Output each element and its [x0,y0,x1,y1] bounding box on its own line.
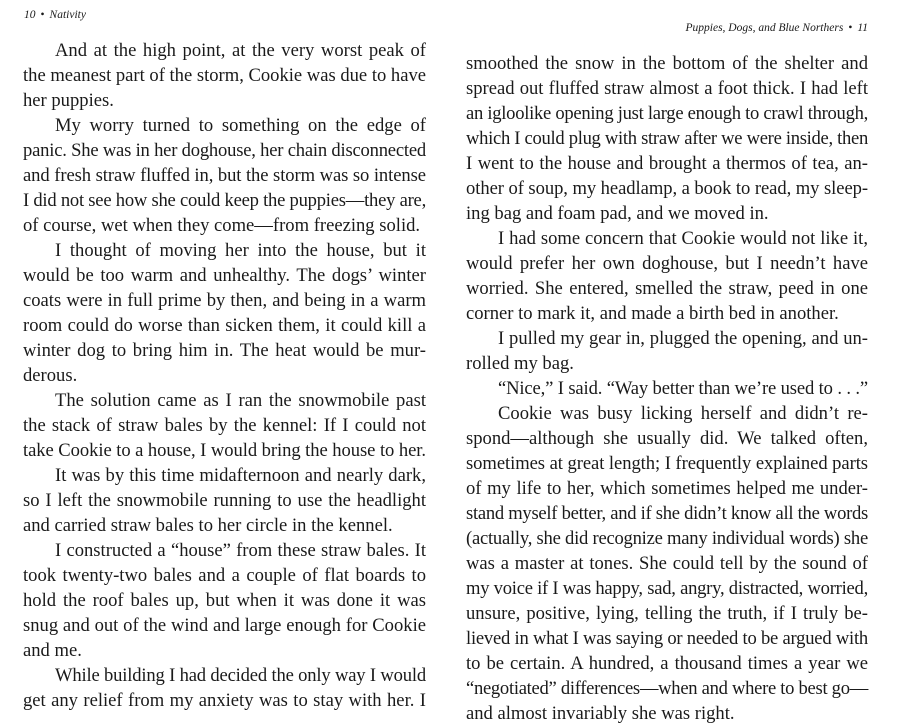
text-line: and carried straw bales to her circle in the kennel. [23,515,393,536]
bullet-separator: • [848,22,853,34]
text-line: an igloolike opening just large enough to crawl through, [466,103,868,124]
text-line: My worry turned to something on the edge of [55,115,426,136]
text-line: her puppies. [23,90,114,111]
left-body-text [23,38,426,713]
right-chapter-title: Puppies, Dogs, and Blue Northers [685,22,844,34]
text-line: It was by this time midafternoon and nearly dark, [55,465,426,486]
text-line: snug and out of the wind and large enough for Cookie [23,615,426,636]
text-line: sometimes at great length; I frequently explained parts [466,453,868,474]
text-line: was a master at tones. She could tell by the sound of [466,553,868,574]
text-line: the meanest part of the storm, Cookie was due to have [23,65,426,86]
text-line: so I left the snowmobile running to use the headlight [23,490,426,511]
text-line: I did not see how she could keep the puppies—they are, [23,190,426,211]
text-line: would prefer her own doghouse, but I needn’t have [466,253,868,274]
text-line: my voice if I was happy, sad, angry, distracted, worried, [466,578,868,599]
left-running-head [24,8,86,22]
text-line: I went to the house and brought a thermos of tea, an- [466,153,868,174]
text-line: the stack of straw bales by the kennel: If I could not [23,415,426,436]
text-line: take Cookie to a house, I would bring the house to her. [23,440,426,461]
text-line: (actually, she did recognize many individual words) she [466,528,868,549]
text-line: which I could plug with straw after we were inside, then [466,128,868,149]
text-line: Cookie was busy licking herself and didn’t re- [498,403,868,424]
text-line: panic. She was in her doghouse, her chain disconnected [23,140,426,161]
text-line: and almost invariably she was right. [466,703,735,724]
right-body-text [466,51,868,726]
text-line: ing bag and foam pad, and we moved in. [466,203,769,224]
text-line: While building I had decided the only way I would [55,665,426,686]
text-line: corner to mark it, and made a birth bed in another. [466,303,839,324]
left-chapter-title: Nativity [49,9,86,21]
text-line: I constructed a “house” from these straw bales. It [55,540,426,561]
text-line: took twenty-two bales and a couple of flat boards to [23,565,426,586]
left-page [23,0,426,728]
text-line: other of soup, my headlamp, a book to read, my sleep- [466,178,868,199]
text-line: stand myself better, and if she didn’t know all the words [466,503,868,524]
text-line: of my life to her, which sometimes helped me under- [466,478,868,499]
text-line: room could do worse than sicken them, it could kill a [23,315,426,336]
text-line: get any relief from my anxiety was to stay with her. I [23,690,426,711]
text-line: The solution came as I ran the snowmobile past [55,390,426,411]
text-line: rolled my bag. [466,353,574,374]
text-line: and me. [23,640,82,661]
text-line: spond—although she usually did. We talked often, [466,428,868,449]
right-page [466,0,868,728]
text-line: and fresh straw fluffed in, but the storm was so intense [23,165,426,186]
left-page-number: 10 [24,9,36,21]
text-line: derous. [23,365,78,386]
text-line: of course, wet when they come—from freezing solid. [23,215,421,236]
text-line: I thought of moving her into the house, but it [55,240,426,261]
right-running-head [686,21,869,35]
text-line: “negotiated” differences—when and where to best go— [466,678,868,699]
text-line: smoothed the snow in the bottom of the shelter and [466,53,868,74]
text-line: And at the high point, at the very worst peak of [55,40,426,61]
text-line: coats were in full prime by then, and being in a warm [23,290,426,311]
text-line: “Nice,” I said. “Way better than we’re used to . . .” [498,378,868,399]
text-line: winter dog to bring him in. The heat would be mur- [23,340,426,361]
text-line: would be too warm and unhealthy. The dogs’ winter [23,265,426,286]
text-line: to be certain. A hundred, a thousand times a year we [466,653,868,674]
text-line: I had some concern that Cookie would not like it, [498,228,868,249]
text-line: unsure, positive, lying, telling the truth, if I truly be- [466,603,868,624]
right-page-number: 11 [857,22,868,34]
text-line: hold the roof bales up, but when it was done it was [23,590,426,611]
text-line: I pulled my gear in, plugged the opening, and un- [498,328,868,349]
text-line: spread out fluffed straw almost a foot thick. I had left [466,78,868,99]
bullet-separator: • [40,9,45,21]
text-line: lieved in what I was saying or needed to be argued with [466,628,868,649]
text-line: worried. She entered, smelled the straw, peed in one [466,278,868,299]
